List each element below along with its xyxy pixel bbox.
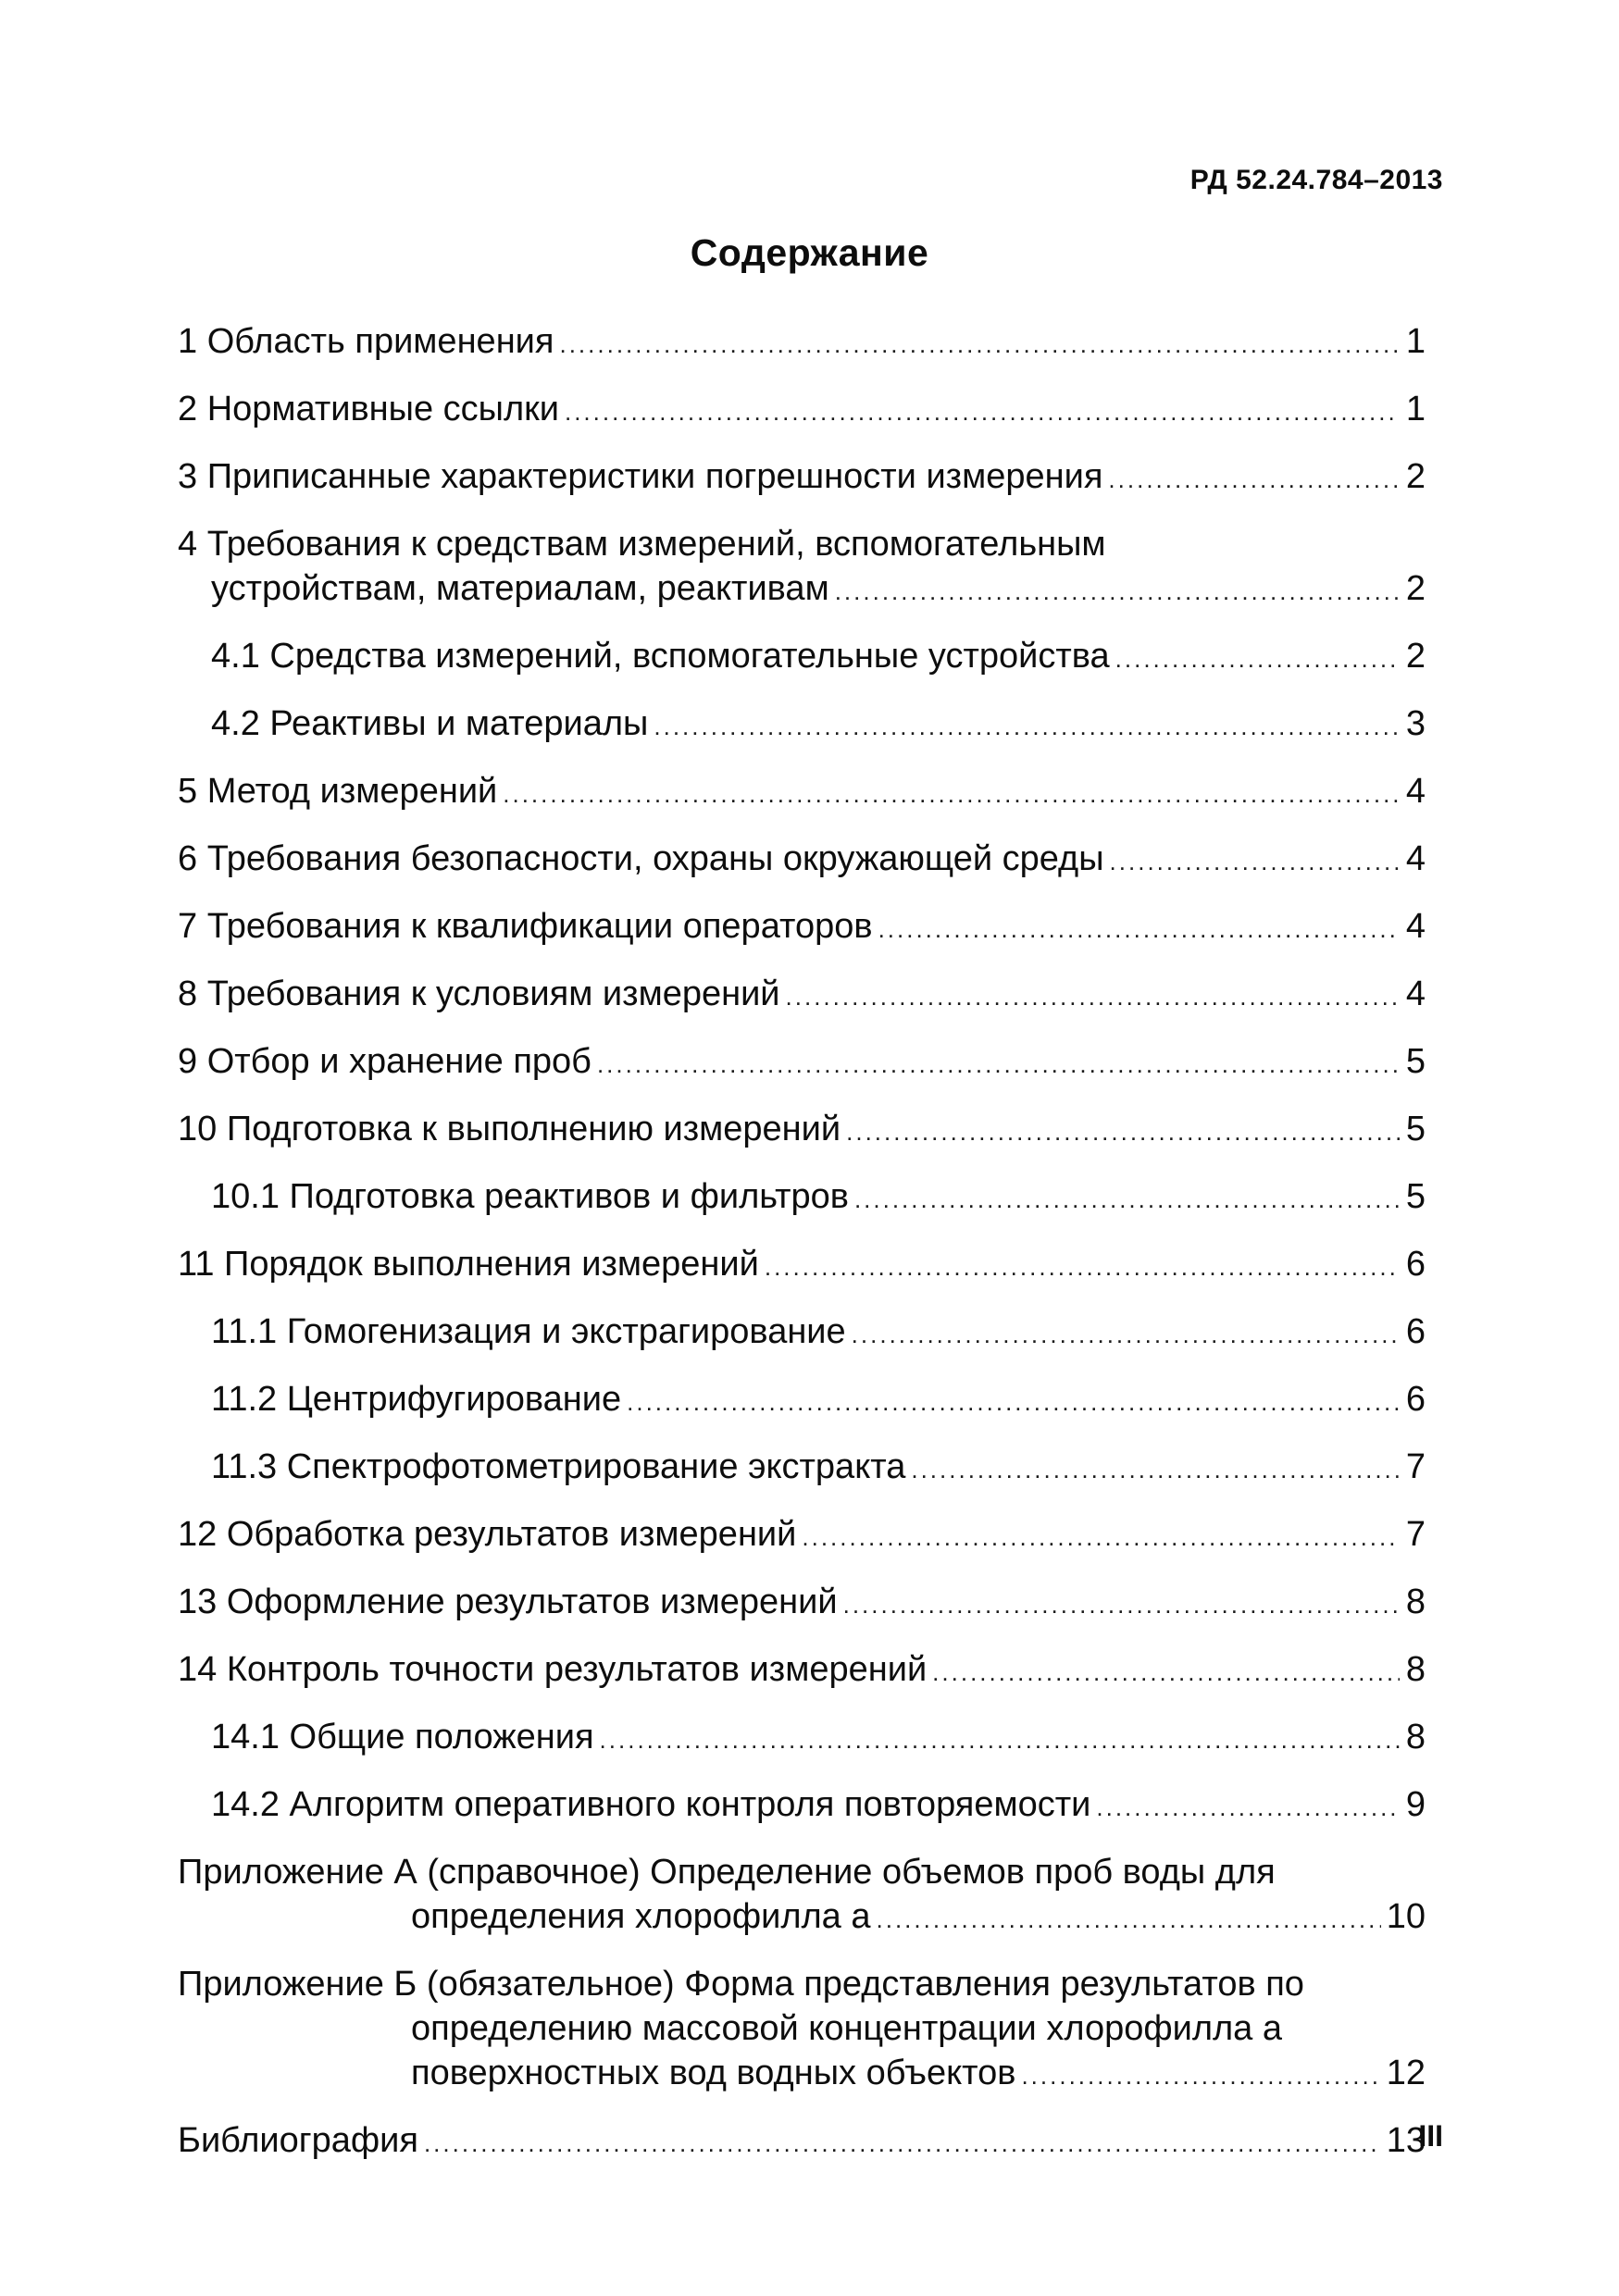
leader-dots xyxy=(503,772,1400,816)
leader-dots xyxy=(843,1582,1400,1627)
leader-dots xyxy=(932,1650,1400,1694)
toc-page-number: 4 xyxy=(1405,839,1426,878)
toc-entry[interactable] xyxy=(178,769,1426,816)
leader-dots xyxy=(424,2121,1381,2166)
toc-page-number: 5 xyxy=(1405,1177,1426,1216)
leader-dots xyxy=(911,1447,1400,1492)
toc-entry[interactable] xyxy=(178,522,1426,614)
toc-entry-title: 4.1 Средства измерений, вспомогательные устройства xyxy=(211,637,1110,676)
toc-entry-title: 11.1 Гомогенизация и экстрагирование xyxy=(211,1312,846,1351)
toc-page-number: 2 xyxy=(1405,457,1426,496)
document-code: РД 52.24.784–2013 xyxy=(1189,165,1443,195)
toc-page-number: 7 xyxy=(1405,1515,1426,1554)
leader-dots xyxy=(1115,637,1400,681)
toc-page-number: 8 xyxy=(1405,1718,1426,1756)
toc-appendix-a[interactable] xyxy=(178,1850,1426,1942)
toc-page-number: 4 xyxy=(1405,974,1426,1013)
toc-entry-title: Приложение Б (обязательное) Форма представления результатов по xyxy=(178,1965,1304,2004)
toc-page-number: 9 xyxy=(1405,1785,1426,1824)
toc-entry[interactable] xyxy=(178,837,1426,884)
toc-entry-title: 4 Требования к средствам измерений, вспомогательным xyxy=(178,525,1106,564)
toc-entry-title: 4.2 Реактивы и материалы xyxy=(211,704,649,743)
toc-entry-title: 14.1 Общие положения xyxy=(211,1718,594,1756)
toc-page-number: 4 xyxy=(1405,907,1426,946)
toc-entry-title: 5 Метод измерений xyxy=(178,772,498,811)
toc-subentry[interactable] xyxy=(178,701,1426,749)
leader-dots xyxy=(786,974,1400,1019)
leader-dots xyxy=(1021,2054,1380,2098)
toc-entry-title: 11.2 Центрифугирование xyxy=(211,1380,622,1419)
leader-dots xyxy=(1096,1785,1400,1830)
toc-page-number: 3 xyxy=(1405,704,1426,743)
toc-page-number: 1 xyxy=(1405,322,1426,361)
toc-page-number: 6 xyxy=(1405,1380,1426,1419)
toc-entry-title: 12 Обработка результатов измерений xyxy=(178,1515,797,1554)
toc-entry-title: 1 Область применения xyxy=(178,322,554,361)
toc-entry[interactable] xyxy=(178,387,1426,434)
toc-entry-title: Библиография xyxy=(178,2121,418,2160)
leader-dots xyxy=(846,1110,1400,1154)
toc-page-number: 13 xyxy=(1386,2121,1426,2160)
toc-page-number: 10 xyxy=(1386,1897,1426,1936)
toc-entry-title: 10.1 Подготовка реактивов и фильтров xyxy=(211,1177,849,1216)
leader-dots xyxy=(765,1245,1400,1289)
toc-entry[interactable] xyxy=(178,1242,1426,1289)
toc-subentry[interactable] xyxy=(178,1782,1426,1830)
toc-entry-title: 11.3 Спектрофотометрирование экстракта xyxy=(211,1447,906,1486)
toc-entry[interactable] xyxy=(178,1580,1426,1627)
toc-subentry[interactable] xyxy=(178,1715,1426,1762)
leader-dots xyxy=(835,569,1400,614)
toc-entry-title: 11 Порядок выполнения измерений xyxy=(178,1245,759,1284)
toc-entry[interactable] xyxy=(178,454,1426,502)
toc-subentry[interactable] xyxy=(178,1309,1426,1357)
toc-entry-title: 10 Подготовка к выполнению измерений xyxy=(178,1110,841,1148)
toc-entry-title: 6 Требования безопасности, охраны окружающей среды xyxy=(178,839,1104,878)
toc-entry[interactable] xyxy=(178,1512,1426,1559)
toc-entry-title: 8 Требования к условиям измерений xyxy=(178,974,780,1013)
toc-entry-title: Приложение А (справочное) Определение объемов проб воды для xyxy=(178,1853,1276,1892)
leader-dots xyxy=(654,704,1400,749)
toc-entry[interactable] xyxy=(178,2118,1426,2166)
leader-dots xyxy=(597,1042,1400,1086)
toc-entry[interactable] xyxy=(178,1039,1426,1086)
toc-entry-title: 3 Приписанные характеристики погрешности измерения xyxy=(178,457,1103,496)
toc-entry-title: 13 Оформление результатов измерений xyxy=(178,1582,838,1621)
toc-entry[interactable] xyxy=(178,972,1426,1019)
toc-page-number: 12 xyxy=(1386,2054,1426,2092)
toc-entry-title-continuation: определения хлорофилла а xyxy=(411,1897,871,1936)
leader-dots xyxy=(878,907,1400,951)
toc-entry-title: 7 Требования к квалификации операторов xyxy=(178,907,873,946)
toc-entry[interactable] xyxy=(178,319,1426,366)
table-of-contents xyxy=(178,319,1426,2186)
toc-entry-title: 9 Отбор и хранение проб xyxy=(178,1042,592,1081)
toc-entry[interactable] xyxy=(178,904,1426,951)
leader-dots xyxy=(1108,457,1400,502)
toc-page-number: 2 xyxy=(1405,569,1426,608)
toc-subentry[interactable] xyxy=(178,1377,1426,1424)
leader-dots xyxy=(802,1515,1400,1559)
leader-dots xyxy=(854,1177,1400,1222)
toc-entry-title: 14 Контроль точности результатов измерений xyxy=(178,1650,928,1689)
leader-dots xyxy=(1110,839,1400,884)
leader-dots xyxy=(627,1380,1400,1424)
page-title: Содержание xyxy=(690,231,929,274)
leader-dots xyxy=(852,1312,1400,1357)
toc-entry[interactable] xyxy=(178,1647,1426,1694)
toc-page-number: 5 xyxy=(1405,1042,1426,1081)
toc-subentry[interactable] xyxy=(178,634,1426,681)
toc-page-number: 6 xyxy=(1405,1312,1426,1351)
toc-page-number: 8 xyxy=(1405,1650,1426,1689)
toc-entry[interactable] xyxy=(178,1107,1426,1154)
toc-appendix-b[interactable] xyxy=(178,1962,1426,2098)
toc-entry-title: 14.2 Алгоритм оперативного контроля повторяемости xyxy=(211,1785,1091,1824)
toc-entry-title-continuation: поверхностных вод водных объектов xyxy=(411,2054,1016,2092)
toc-entry-title: 2 Нормативные ссылки xyxy=(178,390,559,428)
toc-entry-title-continuation: устройствам, материалам, реактивам xyxy=(211,569,829,608)
toc-subentry[interactable] xyxy=(178,1174,1426,1222)
toc-page-number: 4 xyxy=(1405,772,1426,811)
leader-dots xyxy=(600,1718,1400,1762)
toc-page-number: 6 xyxy=(1405,1245,1426,1284)
toc-page-number: 2 xyxy=(1405,637,1426,676)
toc-page-number: 1 xyxy=(1405,390,1426,428)
toc-page-number: 8 xyxy=(1405,1582,1426,1621)
toc-page-number: 7 xyxy=(1405,1447,1426,1486)
leader-dots xyxy=(559,322,1400,366)
toc-entry-title-continuation: определению массовой концентрации хлорофилла а xyxy=(411,2009,1283,2048)
leader-dots xyxy=(565,390,1400,434)
toc-page-number: 5 xyxy=(1405,1110,1426,1148)
page-number: III xyxy=(1418,2119,1443,2153)
leader-dots xyxy=(877,1897,1381,1942)
toc-subentry[interactable] xyxy=(178,1445,1426,1492)
